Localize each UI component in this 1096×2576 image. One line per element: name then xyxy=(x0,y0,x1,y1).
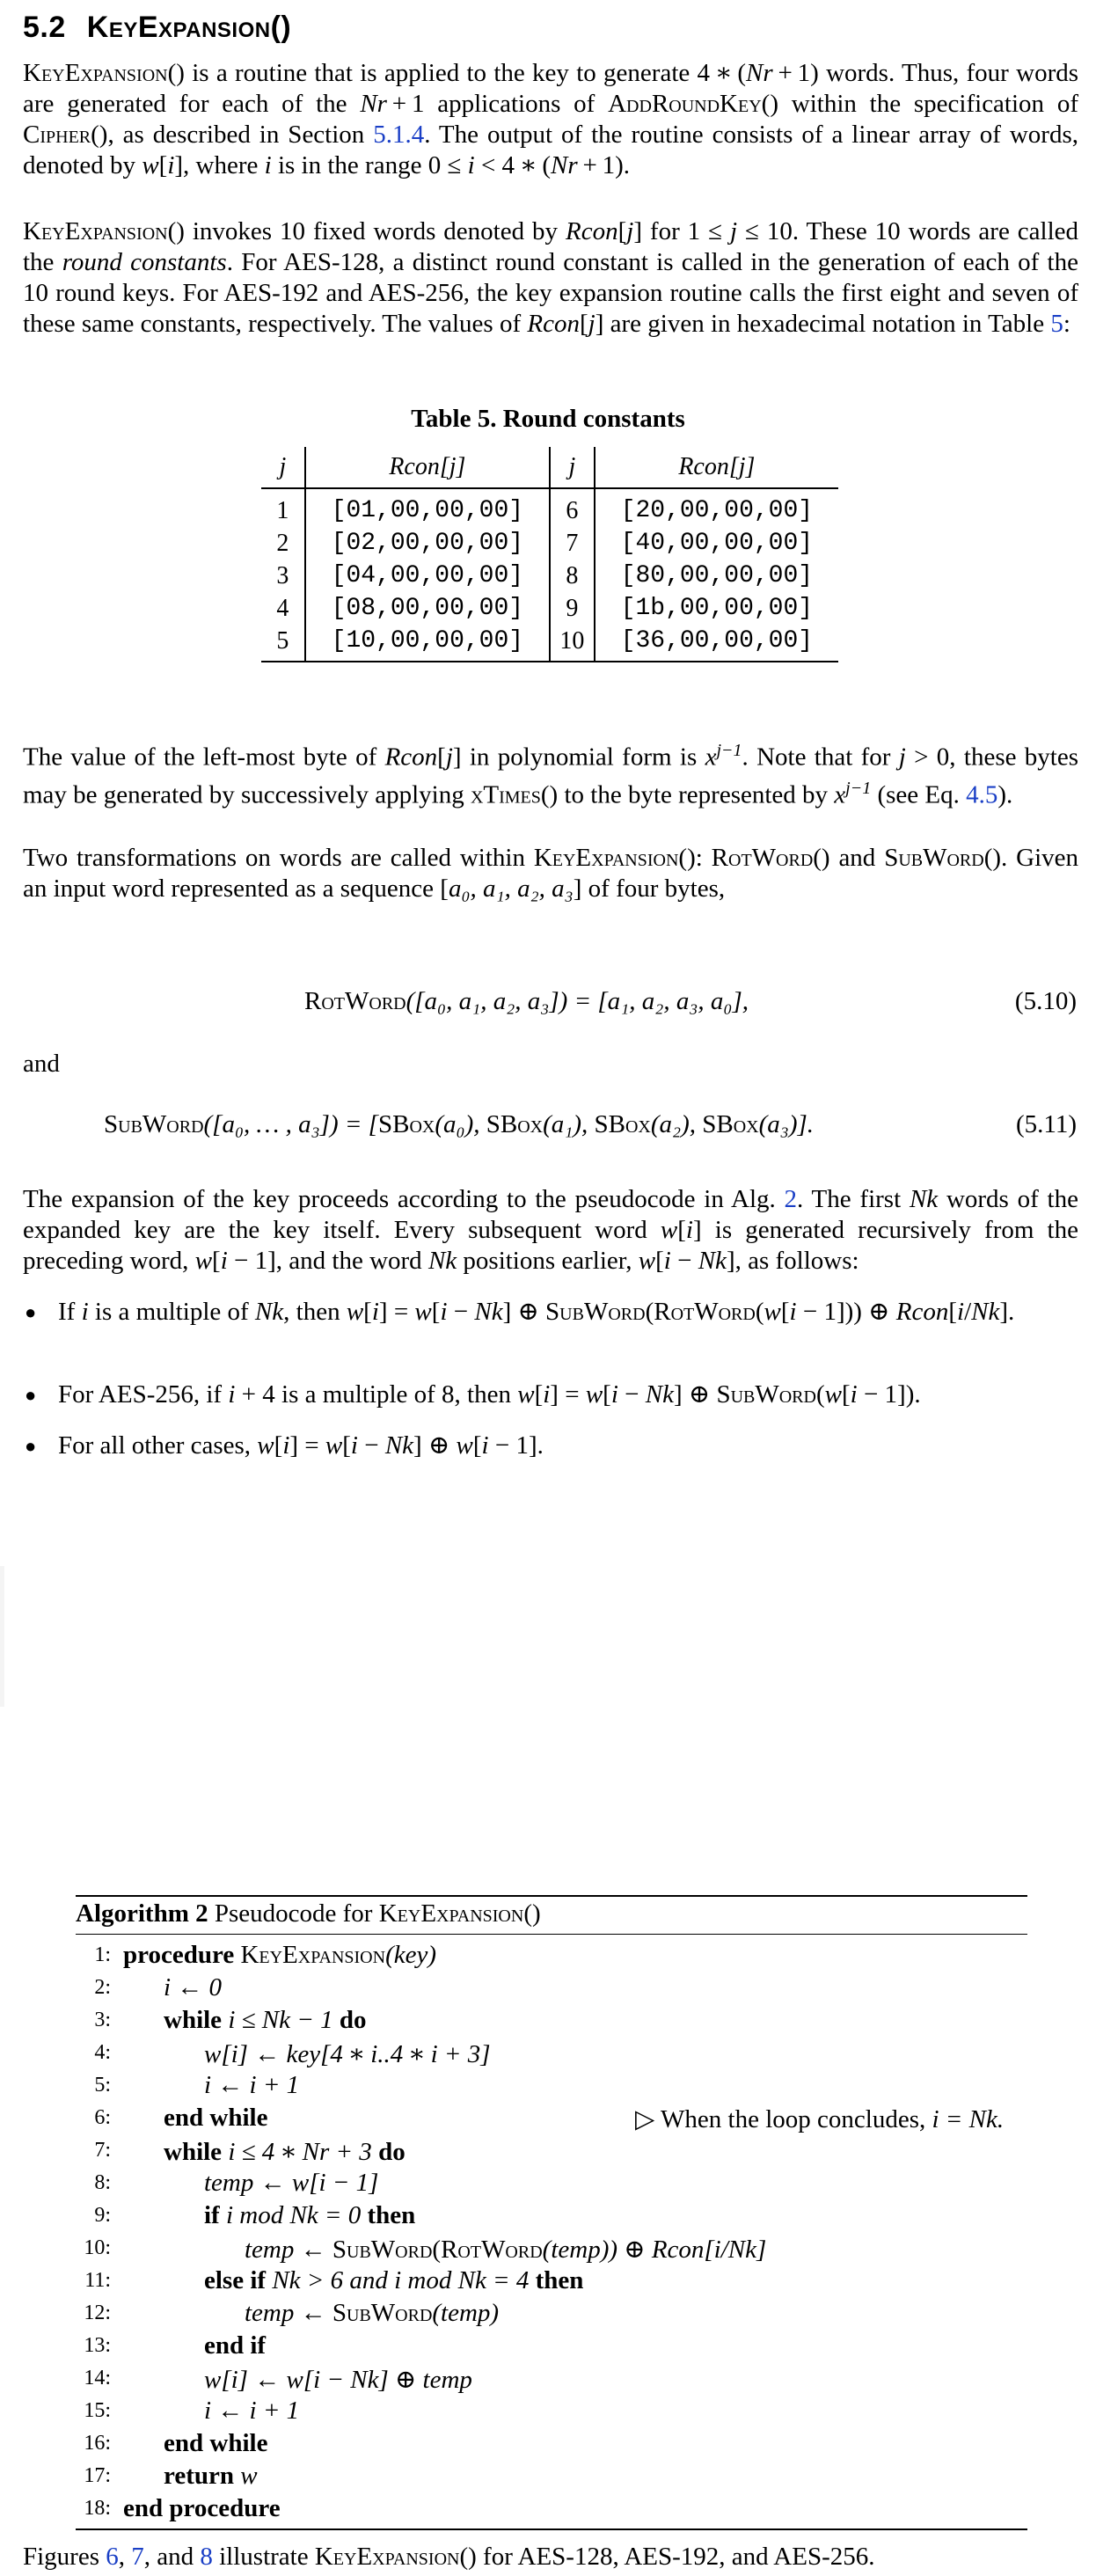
bullet-icon: ● xyxy=(25,1435,37,1457)
algorithm-line: 6: end while ▷ When the loop concludes, i = Nk. xyxy=(94,2104,1005,2133)
bullet-item: ● For all other cases, w[i] = w[i − Nk] ⊕ w[i − 1]. xyxy=(25,1431,544,1460)
cell-rcon: [01,00,00,00] xyxy=(305,488,550,527)
table-row xyxy=(261,488,838,527)
comment-triangle-icon: ▷ xyxy=(635,2105,655,2133)
algorithm-mid-rule xyxy=(76,1934,1027,1935)
polynomial-paragraph: The value of the left-most byte of Rcon[j] in polynomial form is $x^{j-1}$. Note that for j > 0, these bytes may be generated by successively applying xTimes() to the byte represented by $x^{j-1}$ (see Eq. 4.5). xyxy=(23,741,1079,809)
margin-mark xyxy=(0,1566,4,1707)
and-word: and xyxy=(23,1050,60,1078)
table-row xyxy=(261,527,838,560)
table-row xyxy=(261,625,838,662)
cell-j: 5 xyxy=(276,626,289,655)
cell-j: 9 xyxy=(550,592,595,625)
figures-sentence: Figures 6, 7, and 8 illustrate KeyExpansion() for AES-128, AES-192, and AES-256. xyxy=(23,2543,875,2571)
section-heading xyxy=(23,11,291,45)
round-constants-table xyxy=(261,447,838,662)
equation-5-10: RotWord([a₀, a₁, a₂, a₃]) = [a₁, a₂, a₃, a₀], xyxy=(304,987,749,1015)
figure-link[interactable]: 6 xyxy=(106,2543,119,2571)
bullet-icon: ● xyxy=(25,1384,37,1406)
bullet-item: ● For AES-256, if i + 4 is a multiple of 8, then w[i] = w[i − Nk] ⊕ SubWord(w[i − 1]). xyxy=(25,1380,921,1409)
cell-j: 7 xyxy=(550,527,595,560)
cell-j: 3 xyxy=(276,561,289,589)
equation-number: (5.10) xyxy=(1014,987,1077,1015)
algorithm-bottom-rule xyxy=(76,2528,1027,2530)
algorithm-link[interactable]: 2 xyxy=(784,1185,798,1213)
transforms-paragraph: Two transformations on words are called within KeyExpansion(): RotWord() and SubWord(). Given an input word represented as a sequence [a₀, a₁, a₂, a₃] of four bytes, xyxy=(23,844,1078,903)
table-row xyxy=(261,560,838,592)
cell-rcon: [80,00,00,00] xyxy=(595,560,838,592)
cell-j: 8 xyxy=(550,560,595,592)
header-j: j xyxy=(261,447,305,488)
header-j: j xyxy=(550,447,595,488)
bullet-item: ● If i is a multiple of Nk, then w[i] = w[i − Nk] ⊕ SubWord(RotWord(w[i − 1])) ⊕ Rcon[i/Nk]. xyxy=(25,1298,1015,1326)
cell-rcon: [40,00,00,00] xyxy=(595,527,838,560)
algorithm-title: Algorithm 2 Pseudocode for KeyExpansion() xyxy=(76,1899,541,1928)
equation-link[interactable]: 4.5 xyxy=(966,780,998,809)
bullet-icon: ● xyxy=(25,1301,37,1323)
equation-number: (5.11) xyxy=(1016,1110,1077,1138)
figure-link[interactable]: 7 xyxy=(131,2543,144,2571)
cell-rcon: [36,00,00,00] xyxy=(595,625,838,662)
intro-paragraph: KeyExpansion() is a routine that is applied to the key to generate 4 ∗ (Nr + 1) words. Thus, four words are generated for each of the Nr + 1 applications of AddRoundKey() within the specification of Cipher(), as described in Section 5.1.4. The output of the routine consists of a linear array of words, denoted by w[i], where i is in the range 0 ≤ i < 4 ∗ (Nr + 1). xyxy=(23,59,1079,179)
rcon-paragraph: KeyExpansion() invokes 10 fixed words denoted by Rcon[j] for 1 ≤ j ≤ 10. These 10 words are called the round constants. For AES-128, a distinct round constant is called in the generation of each of the 10 round keys. For AES-192 and AES-256, the key expansion routine calls the first eight and seven of these same constants, respectively. The values of Rcon[j] are given in hexadecimal notation in Table 5: xyxy=(23,217,1079,338)
figure-link[interactable]: 8 xyxy=(200,2543,213,2571)
table-row xyxy=(261,592,838,625)
cell-j: 2 xyxy=(276,529,289,557)
section-number: 5.2 xyxy=(23,11,66,44)
cell-rcon: [04,00,00,00] xyxy=(305,560,550,592)
algorithm-top-rule xyxy=(76,1895,1027,1897)
table-caption: Table 5. Round constants xyxy=(411,405,685,433)
cell-rcon: [02,00,00,00] xyxy=(305,527,550,560)
equation-5-11: SubWord([a₀, … , a₃]) = [SBox(a₀), SBox(a₁), SBox(a₂), SBox(a₃)]. xyxy=(104,1110,815,1138)
header-rcon: Rcon[j] xyxy=(595,447,838,488)
cell-j: 4 xyxy=(276,594,289,622)
section-title: KeyExpansion() xyxy=(86,11,292,44)
cell-rcon: [08,00,00,00] xyxy=(305,592,550,625)
expansion-paragraph: The expansion of the key proceeds according to the pseudocode in Alg. 2. The first Nk words of the expanded key are the key itself. Every subsequent word w[i] is generated recursively from the preceding word, w[i − 1], and the word Nk positions earlier, w[i − Nk], as follows: xyxy=(23,1185,1078,1275)
section-link[interactable]: 5.1.4 xyxy=(373,121,425,149)
cell-rcon: [10,00,00,00] xyxy=(305,625,550,662)
table-link[interactable]: 5 xyxy=(1050,310,1063,338)
cell-j: 10 xyxy=(550,625,595,662)
cell-j: 6 xyxy=(550,488,595,527)
cell-rcon: [1b,00,00,00] xyxy=(595,592,838,625)
algorithm-comment: ▷ When the loop concludes, i = Nk. xyxy=(635,2105,1005,2133)
cell-rcon: [20,00,00,00] xyxy=(595,488,838,527)
cell-j: 1 xyxy=(276,496,289,524)
header-rcon: Rcon[j] xyxy=(305,447,550,488)
